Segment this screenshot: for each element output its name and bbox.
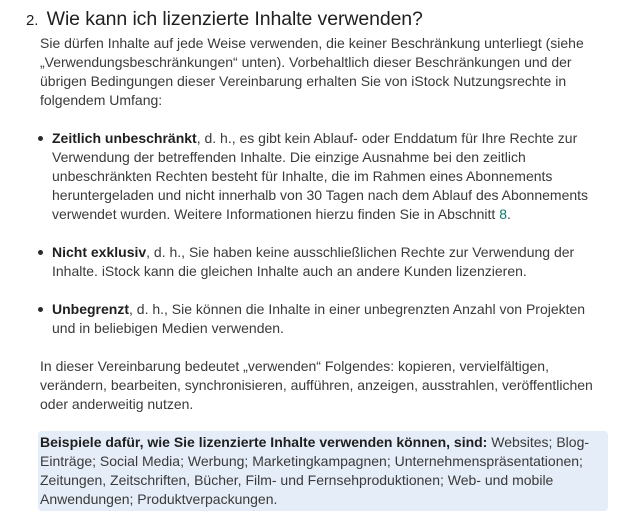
section-body — [40, 34, 606, 509]
perpetual-period: . — [507, 206, 511, 222]
section-title: Wie kann ich lizenzierte Inhalte verwenden? — [46, 8, 423, 30]
term-non-exclusive: Nicht exklusiv — [52, 244, 147, 260]
section-8-link[interactable]: 8 — [499, 206, 508, 222]
unlimited-description: , d. h., Sie können die Inhalte in einer unbegrenzten Anzahl von Projekten und in beliebigen Medien verwenden. — [52, 301, 586, 336]
definition-paragraph: In dieser Vereinbarung bedeutet „verwenden“ Folgendes: kopieren, vervielfältigen, verändern, bearbeiten, synchronisieren, aufführen, anzeigen, ausstrahlen, veröffentlichen oder anderweitig nutzen. — [40, 358, 593, 412]
perpetual-description: , d. h., es gibt kein Ablauf- oder Enddatum für Ihre Rechte zur Verwendung der betreffenden Inhalte. Die einzige Ausnahme bei den zeitlich unbeschränkten Rechten besteht für Inhalte, die im Rahmen eines Abonnements heruntergeladen und nicht innerhalb von 30 Tagen nach dem Ablauf des Abonnements verwendet wurden. Weitere Informationen hierzu finden Sie in Abschnitt — [52, 130, 589, 222]
section-heading — [26, 7, 423, 33]
rights-list — [40, 129, 606, 338]
non-exclusive-description: , d. h., Sie haben keine ausschließlichen Rechte zur Verwendung der Inhalte. iStock kann die gleichen Inhalte auch an andere Kunden lizenzieren. — [52, 244, 575, 279]
examples-paragraph — [40, 433, 606, 509]
bullet-icon — [38, 250, 43, 255]
examples-text: Websites; Blog-Einträge; Social Media; Werbung; Marketingkampagnen; Unternehmenspräsentationen; Zeitungen, Zeitschriften, Bücher, Film- und Fernsehproduktionen; Web- und mobile Anwendungen; Produktverpackungen. — [40, 434, 590, 507]
term-perpetual: Zeitlich unbeschränkt — [52, 130, 197, 146]
bullet-icon — [38, 136, 43, 141]
bullet-icon — [38, 307, 43, 312]
section-number: 2. — [26, 12, 39, 29]
intro-paragraph: Sie dürfen Inhalte auf jede Weise verwenden, die keiner Beschränkung unterliegt (siehe „Verwendungsbeschränkungen“ unten). Vorbehaltlich dieser Beschränkungen und der übrigen Bedingungen dieser Vereinbarung erhalten Sie von iStock Nutzungsrechte in folgendem Umfang: — [40, 35, 584, 108]
list-item-unlimited — [40, 300, 606, 338]
list-item-perpetual — [40, 129, 606, 224]
examples-lead: Beispiele dafür, wie Sie lizenzierte Inhalte verwenden können, sind: — [40, 434, 488, 450]
list-item-non-exclusive — [40, 243, 606, 281]
term-unlimited: Unbegrenzt — [52, 301, 129, 317]
